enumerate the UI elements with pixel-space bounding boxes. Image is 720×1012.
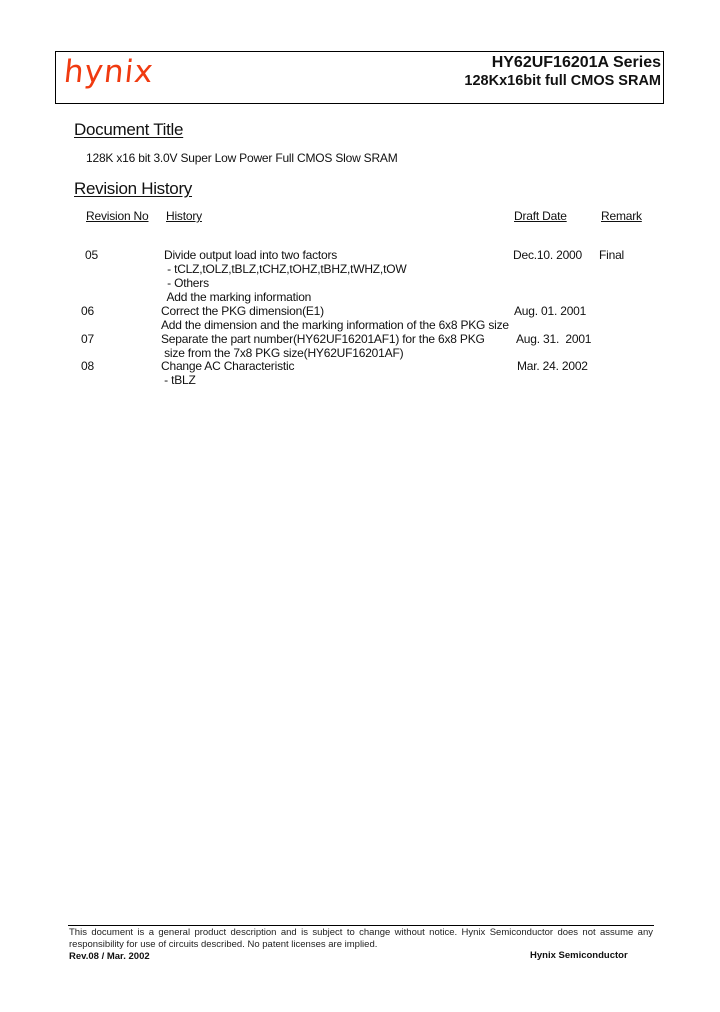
column-header-history: History <box>166 209 202 223</box>
history-line: Add the marking information <box>164 290 312 304</box>
history-line: size from the 7x8 PKG size(HY62UF16201AF) <box>161 346 404 360</box>
history-line: Change AC Characteristic <box>161 359 295 373</box>
history-line: Separate the part number(HY62UF16201AF1) for the 6x8 PKG <box>161 332 485 346</box>
series-subtitle: 128Kx16bit full CMOS SRAM <box>464 73 661 89</box>
revision-no: 06 <box>81 304 94 318</box>
footer-divider <box>68 925 654 926</box>
remark: Final <box>599 248 625 262</box>
draft-date: Mar. 24. 2002 <box>517 359 588 373</box>
revision-no: 05 <box>85 248 98 262</box>
document-title-heading: Document Title <box>74 120 184 139</box>
history-line: Correct the PKG dimension(E1) <box>161 304 324 318</box>
draft-date: Dec.10. 2000 <box>513 248 582 262</box>
history-line: Divide output load into two factors <box>164 248 338 262</box>
draft-date: Aug. 31. 2001 <box>516 332 592 346</box>
history-line: - tBLZ <box>161 373 196 387</box>
footer-revision: Rev.08 / Mar. 2002 <box>69 951 150 962</box>
hynix-logo: hynix <box>62 54 156 90</box>
revision-no: 07 <box>81 332 94 346</box>
column-header-revision-no: Revision No <box>86 209 149 223</box>
column-header-draft-date: Draft Date <box>514 209 567 223</box>
history-line: - tCLZ,tOLZ,tBLZ,tCHZ,tOHZ,tBHZ,tWHZ,tOW <box>164 262 407 276</box>
footer-disclaimer: This document is a general product description and is subject to change without notice. Hynix Semiconductor does not assume any responsibility for use of circuits described. No patent licenses are implied. <box>69 927 653 950</box>
document-title-text: 128K x16 bit 3.0V Super Low Power Full CMOS Slow SRAM <box>86 151 398 165</box>
revision-no: 08 <box>81 359 94 373</box>
draft-date: Aug. 01. 2001 <box>514 304 587 318</box>
history-line: - Others <box>164 276 209 290</box>
series-title: HY62UF16201A Series <box>491 54 661 71</box>
revision-history-heading: Revision History <box>74 179 193 198</box>
column-header-remark: Remark <box>601 209 642 223</box>
footer-company: Hynix Semiconductor <box>530 950 628 961</box>
history-line: Add the dimension and the marking information of the 6x8 PKG size <box>161 318 509 332</box>
